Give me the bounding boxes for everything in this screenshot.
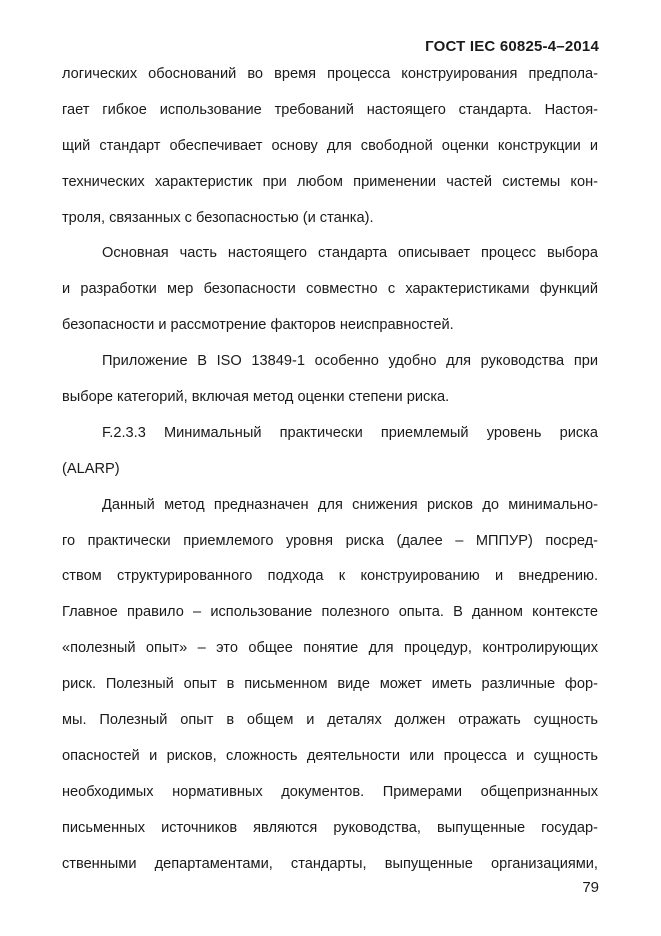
text-line: опасностей и рисков, сложность деятельности или процесса и сущность — [62, 747, 598, 764]
text-line: письменных источников являются руководства, выпущенные государ- — [62, 819, 598, 836]
text-line: щий стандарт обеспечивает основу для свободной оценки конструкции и — [62, 137, 598, 154]
page-number: 79 — [582, 879, 599, 896]
text-line: троля, связанных с безопасностью (и станка). — [62, 209, 374, 226]
text-line: выборе категорий, включая метод оценки степени риска. — [62, 389, 450, 406]
text-line: безопасности и рассмотрение факторов неисправностей. — [62, 317, 454, 334]
text-line: «полезный опыт» – это общее понятие для процедур, контролирующих — [62, 640, 598, 657]
text-line: Данный метод предназначен для снижения рисков до минимально- — [102, 496, 598, 513]
section-heading-continuation: (ALARP) — [62, 460, 120, 477]
text-line: и разработки мер безопасности совместно с характеристиками функций — [62, 281, 598, 298]
text-line: логических обоснований во время процесса конструирования предпола- — [62, 66, 598, 82]
text-line: риск. Полезный опыт в письменном виде может иметь различные фор- — [62, 676, 598, 693]
text-line: го практически приемлемого уровня риска (далее – МППУР) посред- — [62, 532, 598, 549]
text-line: технических характеристик при любом применении частей системы кон- — [62, 173, 598, 190]
text-line: ственными департаментами, стандарты, выпущенные организациями, — [62, 855, 598, 872]
text-line: мы. Полезный опыт в общем и деталях должен отражать сущность — [62, 712, 598, 729]
text-line: необходимых нормативных документов. Примерами общепризнанных — [62, 783, 598, 800]
section-heading: F.2.3.3 Минимальный практически приемлемый уровень риска — [102, 424, 598, 441]
text-line: ством структурированного подхода к конструированию и внедрению. — [62, 568, 598, 585]
page-body — [62, 57, 598, 882]
document-header: ГОСТ IEC 60825-4–2014 — [425, 38, 599, 55]
text-line: Основная часть настоящего стандарта описывает процесс выбора — [102, 245, 598, 262]
text-line: Приложение В ISO 13849-1 особенно удобно для руководства при — [102, 353, 598, 370]
text-line: гает гибкое использование требований настоящего стандарта. Настоя- — [62, 101, 598, 118]
text-line: Главное правило – использование полезного опыта. В данном контексте — [62, 604, 598, 621]
